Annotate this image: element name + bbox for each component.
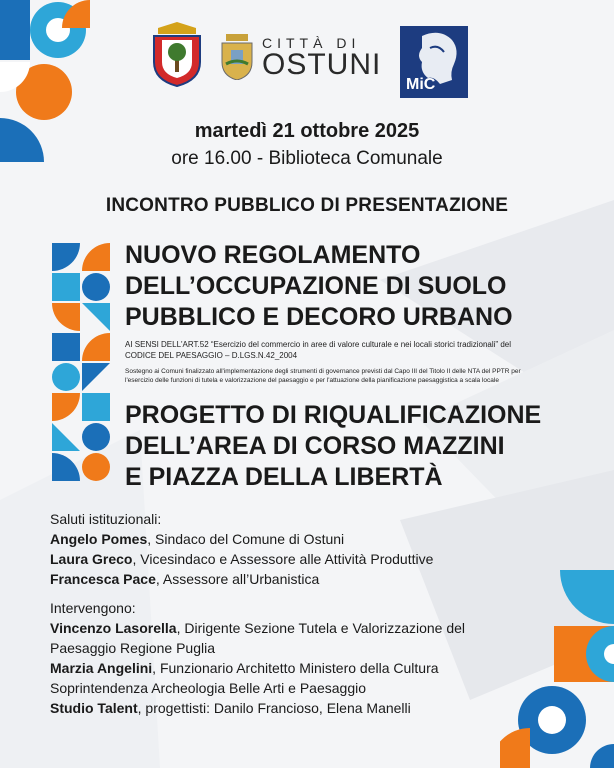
intervengono-heading: Intervengono: [50,600,136,616]
ostuni-crest-icon [220,34,254,80]
intervengono-section [50,598,520,718]
ostuni-wordmark [262,36,381,80]
legal-reference-line: AI SENSI DELL'ART.52 “Esercizio del commercio in aree di valore culturale e nei locali storici tradizionali” del [125,340,511,349]
speaker-name: Vincenzo Lasorella [50,620,177,636]
mic-logo [400,26,468,98]
title-line: E PIAZZA DELLA LIBERTÀ [125,463,443,491]
speaker-line [50,549,520,569]
funding-note-line: l'esercizio delle funzioni di tutela e valorizzazione del paesaggio e per l'attuazione della pianificazione paesaggistica a scala locale [125,377,499,384]
funding-note [125,367,565,385]
speaker-name: Laura Greco [50,551,133,567]
saluti-heading: Saluti istituzionali: [50,511,162,527]
speaker-name: Marzia Angelini [50,660,153,676]
funding-note-line: Sostegno ai Comuni finalizzato all'implementazione degli strumenti di governance previsti dal Capo III del Titolo II delle NTA del PPTR per [125,368,521,375]
speaker-role-continued: Soprintendenza Archeologia Belle Arti e Paesaggio [50,680,366,696]
speaker-line [50,698,520,718]
saluti-section [50,509,520,589]
speaker-name: Francesca Pace [50,571,156,587]
speaker-role: , Funzionario Architetto Ministero della Cultura [152,660,439,676]
speaker-role: , Vicesindaco e Assessore alle Attività Produttive [132,551,434,567]
speaker-name: Angelo Pomes [50,531,148,547]
title-line: DELL’OCCUPAZIONE DI SUOLO [125,272,507,300]
event-date: martedì 21 ottobre 2025 [194,120,420,142]
progetto-title [125,400,595,493]
decorative-tiles-left [52,243,112,493]
title-line: DELL’AREA DI CORSO MAZZINI [125,432,505,460]
title-line: NUOVO REGOLAMENTO [125,241,421,269]
speaker-line [50,529,520,549]
legal-reference [125,339,565,361]
ostuni-small-label: CITTÀ DI [262,35,361,51]
event-time-location: ore 16.00 - Biblioteca Comunale [171,148,443,169]
title-line: PUBBLICO E DECORO URBANO [125,303,513,331]
speaker-role: , Dirigente Sezione Tutela e Valorizzazione del [176,620,466,636]
speaker-line [50,618,520,638]
mic-label: MiC [406,76,436,93]
speaker-line [50,658,520,678]
legal-reference-line: CODICE DEL PAESAGGIO – D.LGS.N.42_2004 [125,351,298,360]
regione-puglia-crest-icon [150,22,204,88]
speaker-role-continued: Paesaggio Regione Puglia [50,640,216,656]
regolamento-title [125,240,595,333]
ostuni-big-label: OSTUNI [262,48,382,81]
speaker-role: , Assessore all’Urbanistica [155,571,320,587]
event-type-heading: INCONTRO PUBBLICO DI PRESENTAZIONE [105,195,509,216]
title-line: PROGETTO DI RIQUALIFICAZIONE [125,401,542,429]
speaker-line [50,569,520,589]
speaker-role: , progettisti: Danilo Francioso, Elena Manelli [137,700,411,716]
speaker-role: , Sindaco del Comune di Ostuni [147,531,345,547]
speaker-name: Studio Talent [50,700,138,716]
